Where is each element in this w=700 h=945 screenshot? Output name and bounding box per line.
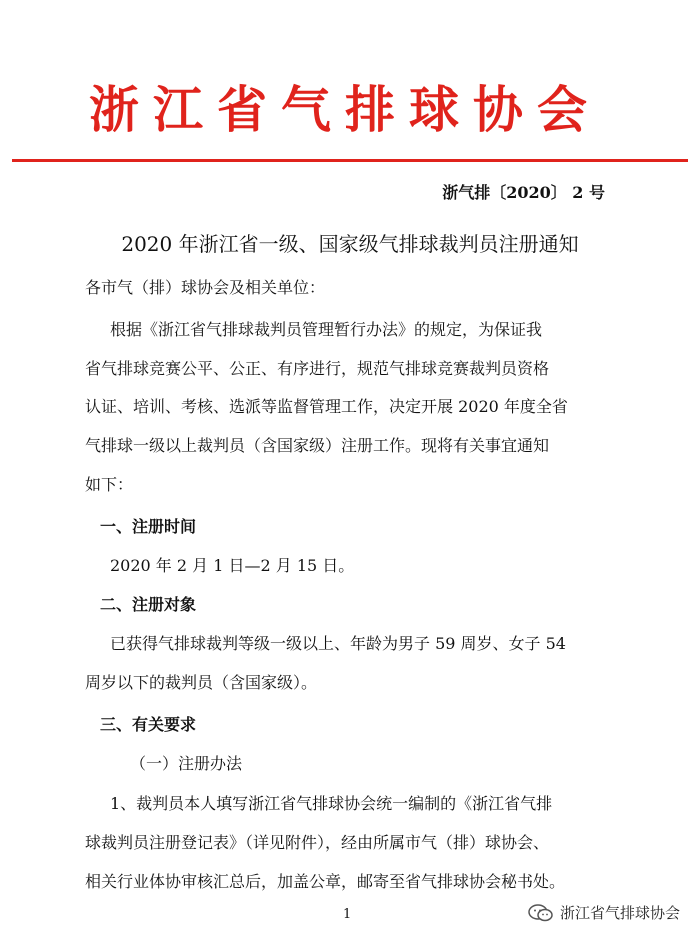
intro-line: 如下： — [85, 475, 134, 494]
watermark — [528, 902, 680, 923]
salutation: 各市气（排）球协会及相关单位： — [85, 278, 326, 297]
header-divider — [12, 159, 688, 162]
subsection-heading: （一）注册办法 — [130, 754, 243, 773]
intro-line: 根据《浙江省气排球裁判员管理暂行办法》的规定，为保证我 — [110, 320, 543, 339]
page-number: 1 — [343, 907, 352, 922]
wechat-icon — [528, 903, 554, 923]
section-heading: 三、有关要求 — [100, 715, 197, 734]
intro-line: 省气排球竞赛公平、公正、有序进行，规范气排球竞赛裁判员资格 — [85, 359, 550, 378]
watermark-text: 浙江省气排球协会 — [559, 904, 680, 922]
org-header-title: 浙江省气排球协会 — [89, 81, 601, 139]
section-body: 周岁以下的裁判员（含国家级）。 — [85, 673, 318, 692]
section-heading: 二、注册对象 — [100, 595, 197, 614]
intro-line: 认证、培训、考核、选派等监督管理工作，决定开展 2020 年度全省 — [85, 397, 568, 416]
section-body: 相关行业体协审核汇总后，加盖公章，邮寄至省气排球协会秘书处。 — [85, 872, 566, 891]
section-body: 2020 年 2 月 1 日—2 月 15 日。 — [110, 556, 355, 575]
document-title: 2020 年浙江省一级、国家级气排球裁判员注册通知 — [121, 232, 579, 256]
section-body: 球裁判员注册登记表》（详见附件），经由所属市气（排）球协会、 — [85, 833, 550, 852]
section-body: 1、裁判员本人填写浙江省气排球协会统一编制的《浙江省气排 — [110, 794, 553, 813]
section-heading: 一、注册时间 — [100, 517, 197, 536]
intro-line: 气排球一级以上裁判员（含国家级）注册工作。现将有关事宜通知 — [85, 436, 550, 455]
document-number: 浙气排〔2020〕 2 号 — [442, 183, 605, 202]
section-body: 已获得气排球裁判等级一级以上、年龄为男子 59 周岁、女子 54 — [110, 634, 566, 653]
